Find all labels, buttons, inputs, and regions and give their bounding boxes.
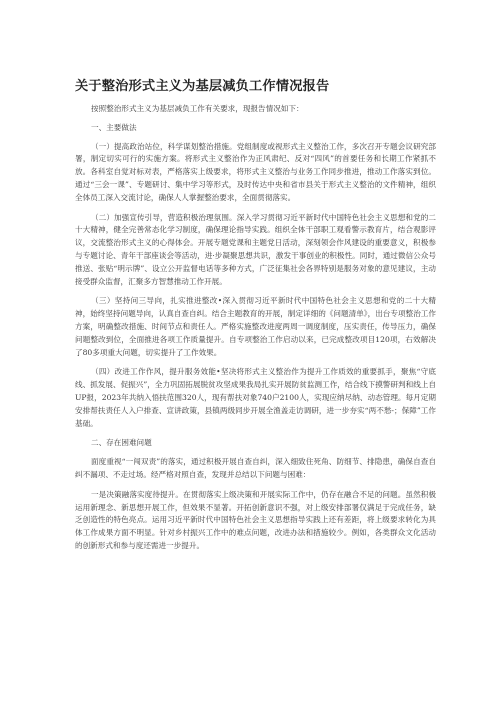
paragraph-work-style-improvement: （四）改进工作作风，提升服务效能•坚决将形式主义整治作为提升工作质效的重要抓手，聚焦“守底线、抓发展、促振兴”，全力巩固拓展脱贫攻坚成果我局扎实开展防贫监测工作，结合线下摸警研判和线上自UP报，2023年共纳入悟扶范围320人，现有帮扶对象740户2100人，实现应纳尽纳、动态管理。每月定期安排帮扶责任人入户排查、宣讲政策，县镇两级同步开展全渔盖走访调研，进一步夯实“两不愁-；保障”工作基础。	[75, 367, 436, 428]
intro-paragraph: 按照整治形式主义为基层减负工作有关要求，现报告情况如下：	[91, 104, 304, 113]
section-heading-main-practices: 一、主要做法	[91, 122, 137, 132]
paragraph-political-stance: （一）提高政治站位，科学谋划整治措施。党组制度或视形式主义整治工作，多次召开专题会议研究部署，制定切实可行的实施方案。将形式主义整治作为正风肃纪、反对“四风”的首要任务和长期工作紧抓不放。各科室自觉对标对表，严格落实上级要求，将形式主义整治与业务工作同步推进，推动工作落实到位。通过“三会一课”、专题研讨、集中学习等形式，及时传达中央和省市县关于形式主义整治的文件精神，组织全体员工深入交流讨论，确保人人掌握整治要求，全面贯彻落实。	[75, 141, 436, 202]
paragraph-self-inspection: 面度重视“一闯双责”的落实，通过积极开展自查自纠，深入细致住死角、防细节、排隐患，确保自查自纠不漏项、不走过场。经严格对照自查，发现并总结以下问题与困难：	[75, 457, 436, 479]
paragraph-decision-implementation: 一是决策融落实度待提升。在贯彻落实上级决策和开展实际工作中，仍存在融合不足的问题。虽然积极运用新理念、新思想开展工作，但效果不显著。开拓创新意识不强，对上级安排部署仅满足于完成任务，缺乏创造性的特色亮点。运用习近平新时代中国特色社会主义思想指导实践上还有差距，将上级要求转化为具体工作成果方面不明显。针对乡村振兴工作中的难点问题，改进办法和措施较少。例如，各类群众文化活动的创新形式和参与度还需进一步提升。	[75, 489, 436, 550]
document-title: 关于整治形式主义为基层减负工作情况报告	[75, 79, 330, 94]
paragraph-problem-oriented-rectification: （三）坚持问三导向，扎实推进整改•深入贯彻习近平新时代中国特色社会主义思想和党的二十大精神，始终坚持问题导向，认真自查自纠。结合主题教育的开展，制定详细的《问题清单》，出台专项整治工作方案，明确整改措施、时间节点和责任人。严格实施整改进度两周一调度制度，压实责任，传导压力，确保问题整改到位，全面推进各项工作质量提升。自专项整治工作启动以来，已完成整改项目120项，右效解决了80多项重大问题，切实提升了工作效果。	[75, 296, 436, 357]
section-heading-difficulties: 二、存在困难问题	[91, 438, 152, 448]
paragraph-publicity-guidance: （二）加强宣传引导，营造积极治理氛围。深入学习贯彻习近平新时代中国特色社会主义思想和党的二十大精神，健全完善常态化学习制度，确保理论指导实践。组织全体干部职工观看警示教育片，结合观影评议，交流整治形式主义的心得体会。开展专题党课和主题党日活动，深刻领会作风建设的重要意义，积极参与专题讨论、青年干部座谈会等活动，进·步凝聚思想共识，激发干事创业的积极性。同时，通过微信公众号推送、张贴“明示牌”、设立公开监督电话等多种方式，广泛征集社会各界特别是服务对象的意见建议，主动接受群众监督，汇聚多方智慧推动工作开展。	[75, 212, 436, 286]
